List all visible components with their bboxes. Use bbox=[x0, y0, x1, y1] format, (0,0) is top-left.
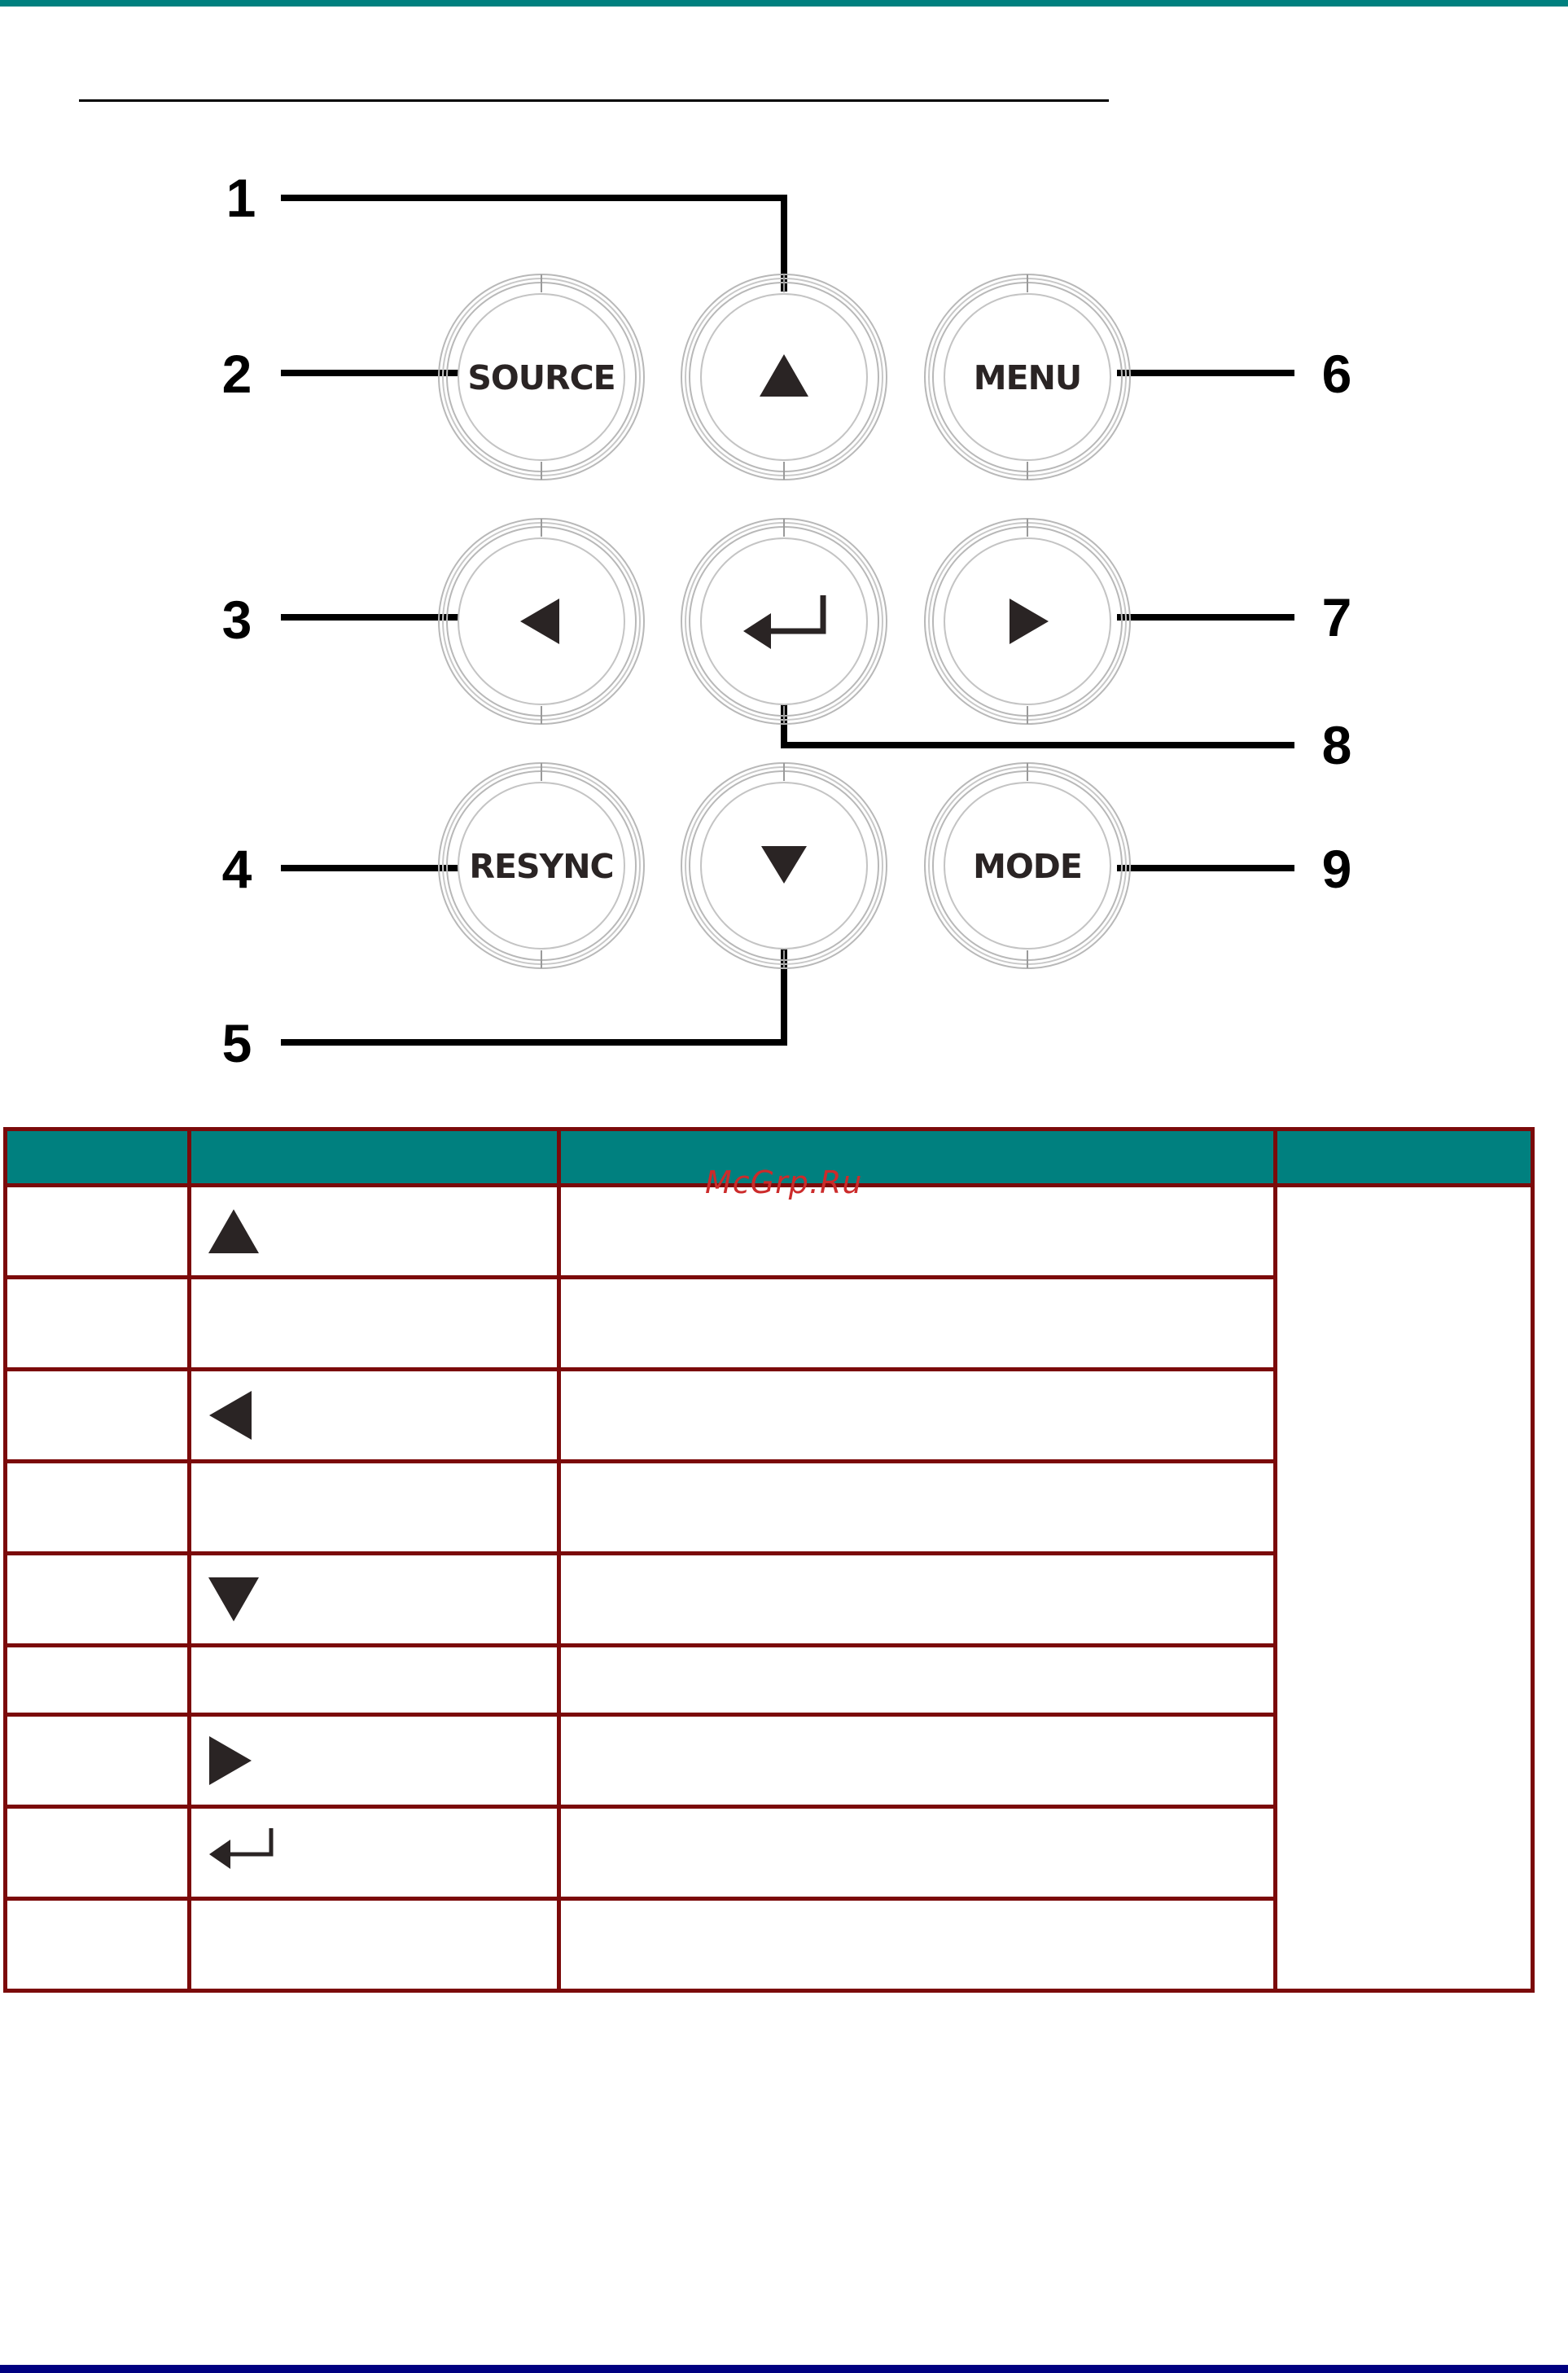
menu-button-label: MENU bbox=[973, 358, 1082, 397]
callout-7: 7 bbox=[1321, 587, 1352, 647]
callout-1: 1 bbox=[226, 168, 256, 228]
description-cell bbox=[559, 1186, 1276, 1278]
label-cell bbox=[190, 1807, 559, 1899]
item-cell bbox=[6, 1462, 190, 1554]
key-function-table bbox=[3, 1127, 1535, 1993]
item-cell bbox=[6, 1807, 190, 1899]
description-cell bbox=[559, 1899, 1276, 1991]
mode-button[interactable] bbox=[925, 763, 1130, 968]
callout-2: 2 bbox=[221, 344, 252, 404]
item-cell bbox=[6, 1646, 190, 1715]
callout-9: 9 bbox=[1321, 839, 1352, 899]
watermark: McGrp.Ru bbox=[705, 1165, 863, 1200]
header-cell-label bbox=[190, 1129, 559, 1186]
header-cell-description bbox=[559, 1129, 1276, 1186]
description-cell bbox=[559, 1646, 1276, 1715]
item-cell bbox=[6, 1278, 190, 1370]
item-cell bbox=[6, 1899, 190, 1991]
keypad-diagram bbox=[0, 0, 1568, 1108]
up-arrow-icon bbox=[208, 1209, 259, 1253]
right-button[interactable] bbox=[925, 519, 1130, 724]
description-cell bbox=[559, 1554, 1276, 1646]
label-cell bbox=[190, 1186, 559, 1278]
label-cell bbox=[190, 1646, 559, 1715]
left-button[interactable] bbox=[439, 519, 644, 724]
down-button[interactable] bbox=[681, 763, 887, 968]
left-arrow-icon bbox=[209, 1391, 252, 1440]
header-cell-page bbox=[1276, 1129, 1533, 1186]
callout-3: 3 bbox=[221, 590, 252, 650]
menu-button[interactable] bbox=[925, 274, 1130, 480]
header-cell-item bbox=[6, 1129, 190, 1186]
enter-icon bbox=[208, 1827, 276, 1879]
description-cell bbox=[559, 1807, 1276, 1899]
bottom-color-rule bbox=[0, 2365, 1568, 2373]
item-cell bbox=[6, 1370, 190, 1462]
up-button[interactable] bbox=[681, 274, 887, 480]
item-cell bbox=[6, 1715, 190, 1807]
item-cell bbox=[6, 1186, 190, 1278]
source-button[interactable] bbox=[439, 274, 644, 480]
callout-8: 8 bbox=[1321, 715, 1352, 775]
description-cell bbox=[559, 1462, 1276, 1554]
enter-button[interactable] bbox=[681, 519, 887, 724]
label-cell bbox=[190, 1370, 559, 1462]
resync-button-label: RESYNC bbox=[469, 847, 614, 886]
description-cell bbox=[559, 1278, 1276, 1370]
description-cell bbox=[559, 1370, 1276, 1462]
description-cell bbox=[559, 1715, 1276, 1807]
item-cell bbox=[6, 1554, 190, 1646]
label-cell bbox=[190, 1715, 559, 1807]
mode-button-label: MODE bbox=[973, 847, 1082, 886]
down-arrow-icon bbox=[208, 1577, 259, 1621]
label-cell bbox=[190, 1462, 559, 1554]
page-cell bbox=[1276, 1186, 1533, 1991]
label-cell bbox=[190, 1278, 559, 1370]
resync-button[interactable] bbox=[439, 763, 644, 968]
label-cell bbox=[190, 1554, 559, 1646]
callout-5: 5 bbox=[221, 1013, 252, 1073]
callout-4: 4 bbox=[221, 839, 252, 899]
source-button-label: SOURCE bbox=[467, 358, 615, 397]
callout-6: 6 bbox=[1321, 344, 1352, 404]
right-arrow-icon bbox=[209, 1736, 252, 1785]
label-cell bbox=[190, 1899, 559, 1991]
